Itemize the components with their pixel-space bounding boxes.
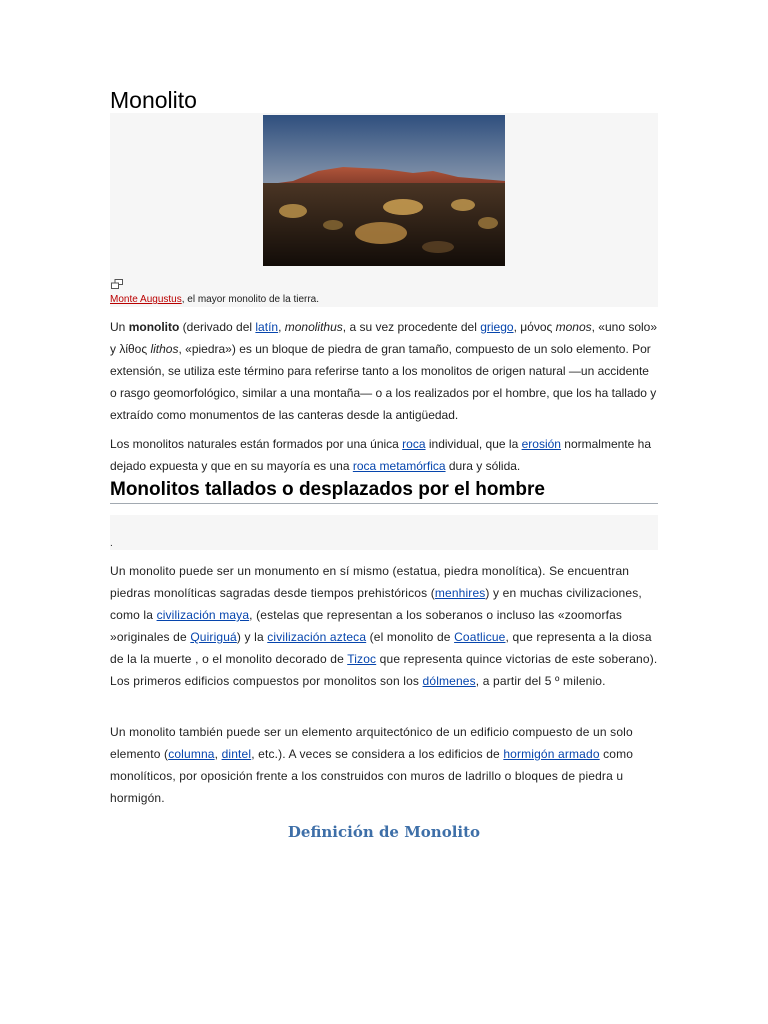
link-columna[interactable]: columna <box>168 747 215 761</box>
link-dolmenes[interactable]: dólmenes <box>422 674 476 688</box>
link-dintel[interactable]: dintel <box>221 747 252 761</box>
thumbnail-figure <box>110 113 658 307</box>
link-civilizacion-azteca[interactable]: civilización azteca <box>267 630 367 644</box>
link-erosion[interactable]: erosión <box>521 437 561 451</box>
stray-dot: . <box>110 538 113 549</box>
paragraph-architecture: Un monolito también puede ser un elemento arquitectónico de un edificio compuesto de un solo elemento (columna, dintel, etc.). A veces se considera a los edificios de hormigón armado como monolíticos, por oposición frente a los construidos con muros de ladrillo o bloques de piedra u hormigón. <box>110 725 634 805</box>
link-griego[interactable]: griego <box>480 320 514 334</box>
paragraph-intro: Un monolito (derivado del latín, monolithus, a su vez procedente del griego, μόνος monos, «uno solo» y λίθος lithos, «piedra») es un bloque de piedra de gran tamaño, compuesto de un solo elemento. Por extensión, se utiliza este término para referirse tanto a los monolitos de origen natural —un accidente o rasgo geomorfológico, similar a una montaña— o a los realizados por el hombre, que los ha tallado y extraído como monumentos de las canteras desde la antigüedad. <box>110 320 658 422</box>
paragraph-monument: Un monolito puede ser un monumento en sí mismo (estatua, piedra monolítica). Se encuentran piedras monolíticas sagradas desde tiempos prehistóricos (menhires) y en muchas civilizaciones, como la civilización maya, (estelas que representan a los soberanos o incluso las «zoomorfas »originales de Quiriguá) y la civilización azteca (el monolito de Coatlicue, que representa a la diosa de la la muerte , o el monolito decorado de Tizoc que representa quince victorias de este soberano). Los primeros edificios compuestos por monolitos son los dólmenes, a partir del 5 º milenio. <box>110 564 658 688</box>
magnify-icon[interactable] <box>111 276 123 286</box>
link-roca-metamorfica[interactable]: roca metamórfica <box>352 459 446 473</box>
caption-link-monte-augustus[interactable]: Monte Augustus <box>110 294 182 305</box>
link-menhires[interactable]: menhires <box>434 586 486 600</box>
link-hormigon-armado[interactable]: hormigón armado <box>503 747 600 761</box>
link-roca[interactable]: roca <box>402 437 426 451</box>
empty-figure-box <box>110 515 658 550</box>
footer-title: Definición de Monolito <box>287 823 481 841</box>
page-title: Monolito <box>110 86 658 116</box>
link-coatlicue[interactable]: Coatlicue <box>454 630 506 644</box>
link-tizoc[interactable]: Tizoc <box>347 652 377 666</box>
section-heading: Monolitos tallados o desplazados por el hombre <box>110 478 658 504</box>
link-civilizacion-maya[interactable]: civilización maya <box>156 608 250 622</box>
paragraph-natural: Los monolitos naturales están formados por una única roca individual, que la erosión normalmente ha dejado expuesta y que en su mayoría es una roca metamórfica dura y sólida. <box>110 437 651 473</box>
link-quirigua[interactable]: Quiriguá <box>190 630 237 644</box>
figure-caption: Monte Augustus, el mayor monolito de la tierra. <box>110 294 319 305</box>
link-latin[interactable]: latín <box>255 320 279 334</box>
monolith-photo[interactable] <box>263 115 505 266</box>
